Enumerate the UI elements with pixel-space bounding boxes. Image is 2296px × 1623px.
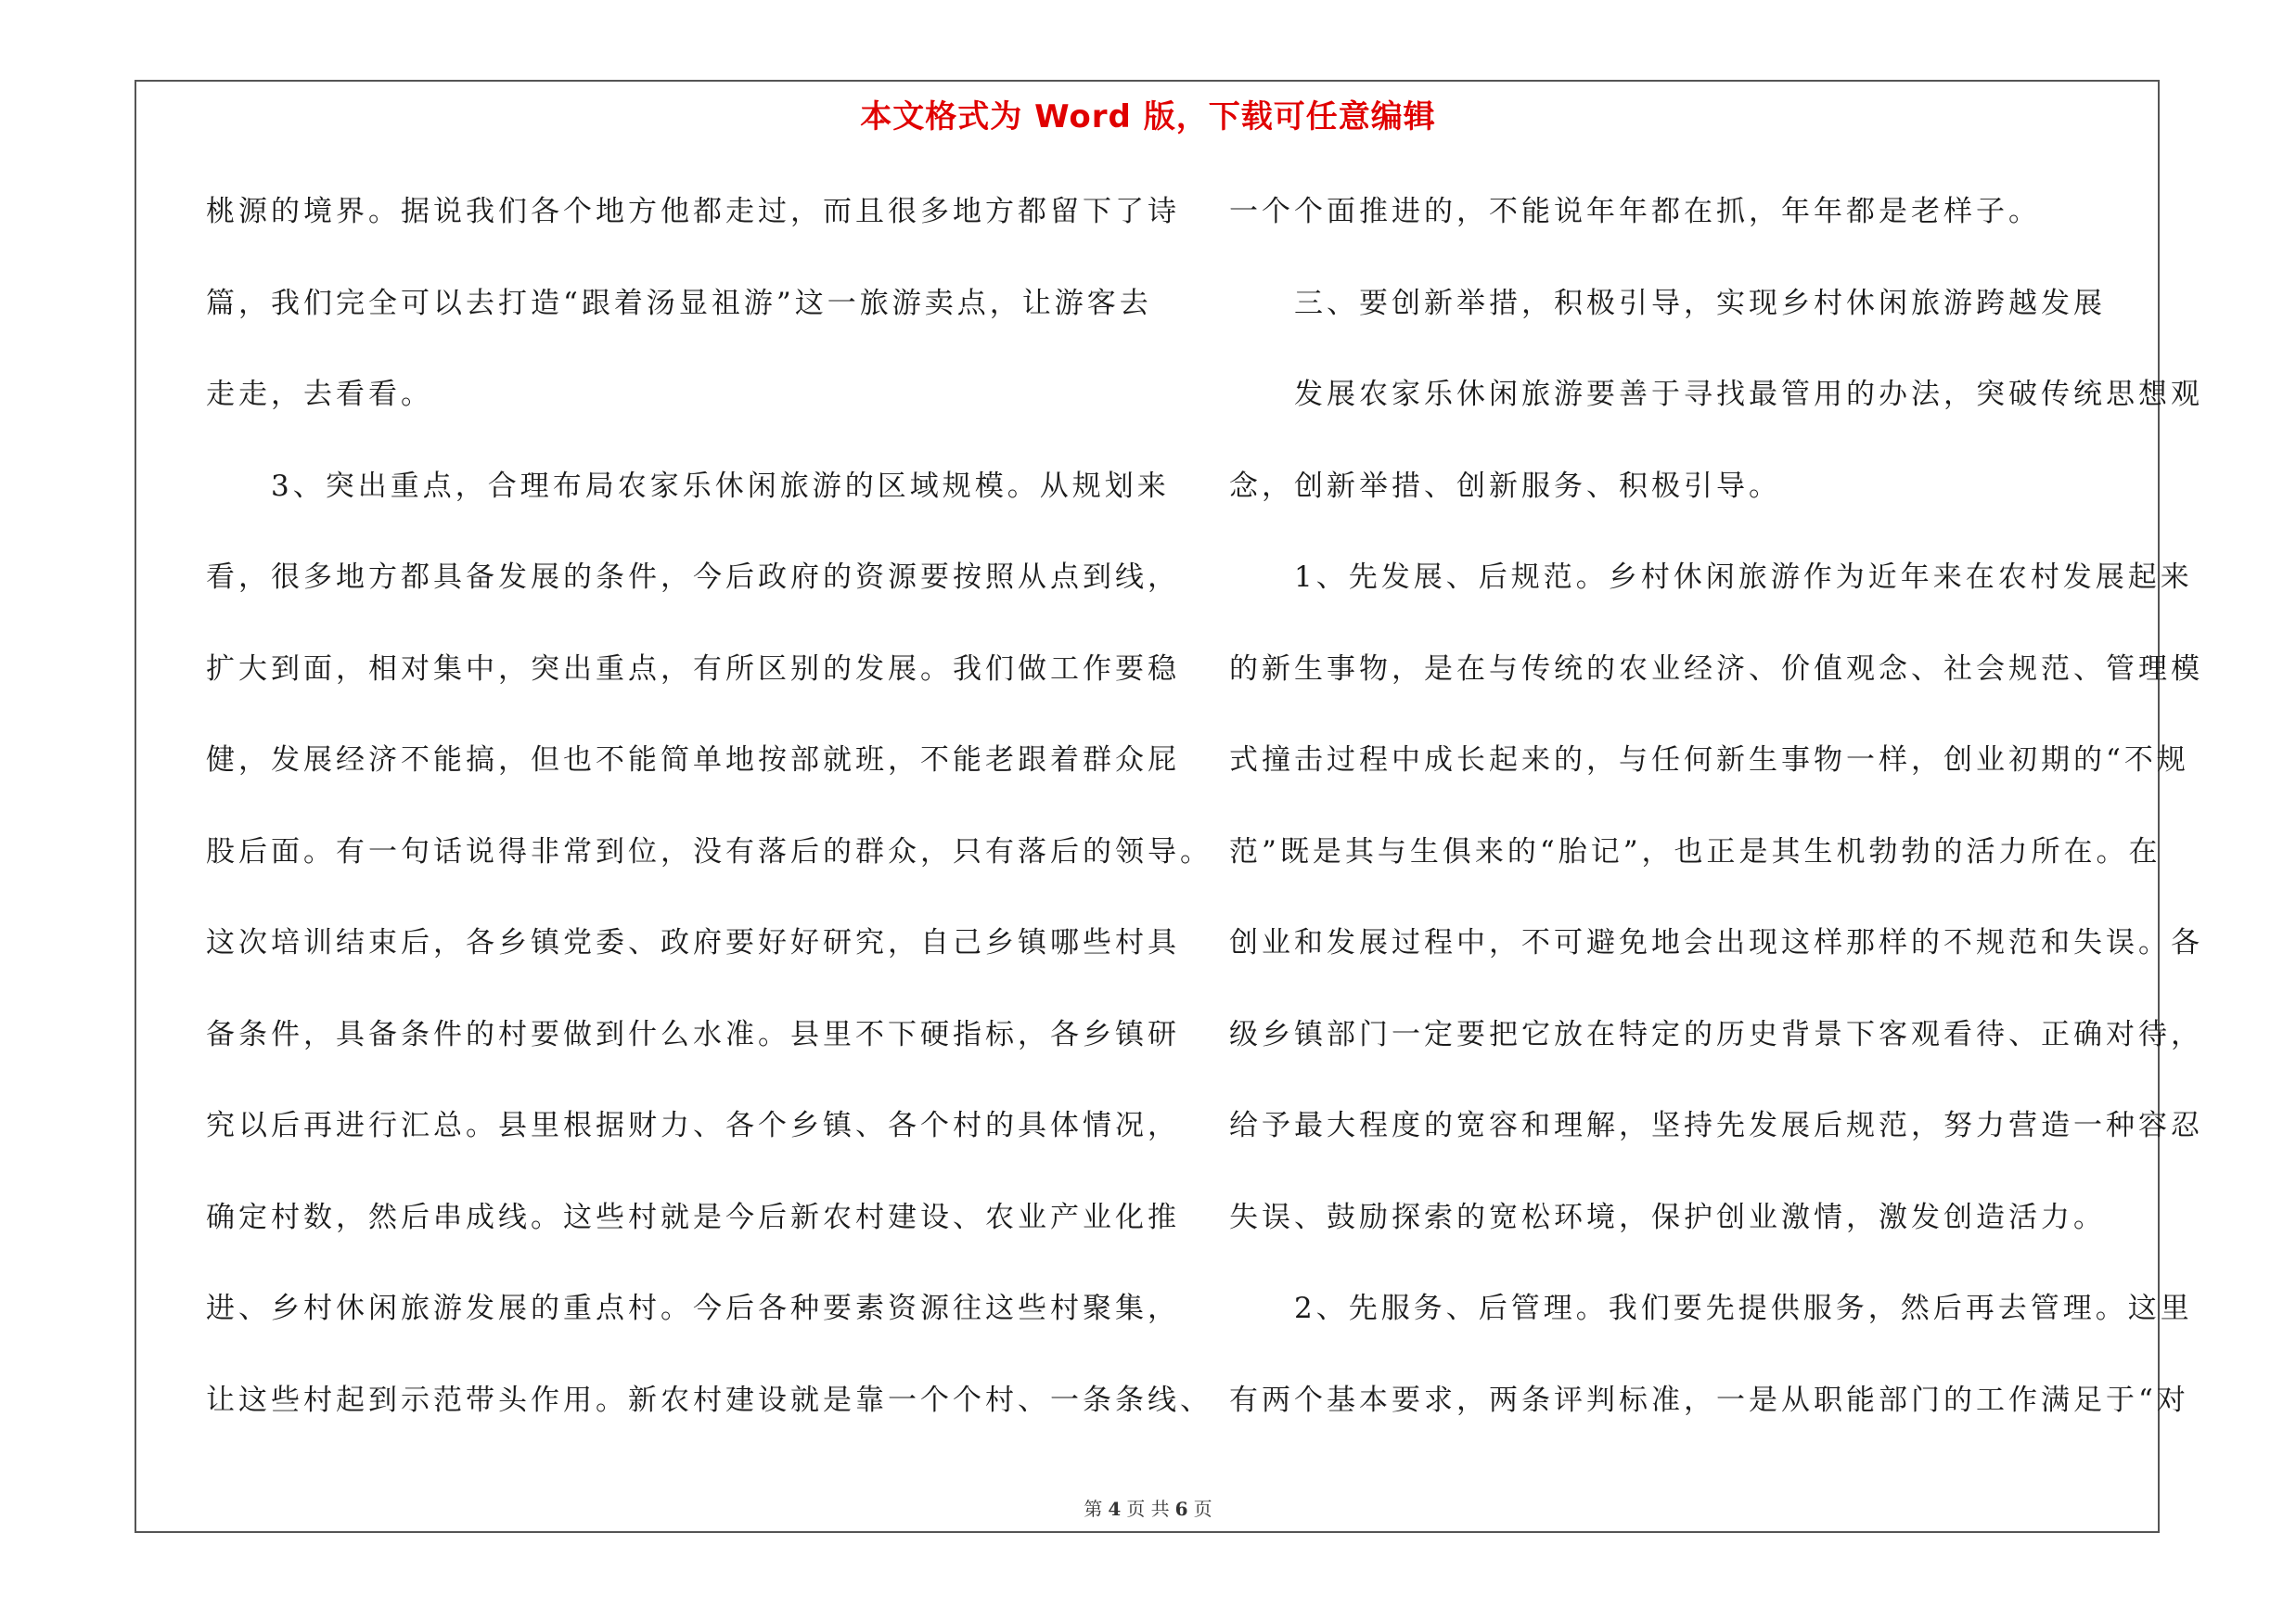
text-line: 发展农家乐休闲旅游要善于寻找最管用的办法，突破传统思想观 [1229, 378, 2203, 411]
text-line: 看，很多地方都具备发展的条件，今后政府的资源要按照从点到线， [206, 560, 1180, 594]
page-suffix: 页 [1193, 1498, 1212, 1520]
text-line: 级乡镇部门一定要把它放在特定的历史背景下客观看待、正确对待， [1229, 1017, 2203, 1051]
left-text-column [206, 182, 1212, 1462]
text-line: 的新生事物，是在与传统的农业经济、价值观念、社会规范、管理模 [1229, 651, 2203, 686]
text-line: 2、先服务、后管理。我们要先提供服务，然后再去管理。这里 [1229, 1292, 2193, 1325]
text-line: 给予最大程度的宽容和理解，坚持先发展后规范，努力营造一种容忍 [1229, 1109, 2203, 1142]
text-line: 式撞击过程中成长起来的，与任何新生事物一样，创业初期的“不规 [1229, 743, 2189, 777]
text-line: 失误、鼓励探索的宽松环境，保护创业激情，激发创造活力。 [1229, 1200, 2106, 1234]
right-text-column [1229, 182, 2203, 1462]
text-line: 1、先发展、后规范。乡村休闲旅游作为近年来在农村发展起来 [1229, 560, 2193, 594]
text-line: 这次培训结束后，各乡镇党委、政府要好好研究，自己乡镇哪些村具 [206, 926, 1180, 960]
page-prefix: 第 [1084, 1498, 1103, 1520]
text-line: 进、乡村休闲旅游发展的重点村。今后各种要素资源往这些村聚集， [206, 1292, 1180, 1325]
text-line: 3、突出重点，合理布局农家乐休闲旅游的区域规模。从规划来 [206, 469, 1170, 503]
text-line: 范”既是其与生俱来的“胎记”，也正是其生机勃勃的活力所在。在 [1229, 834, 2161, 869]
text-line: 创业和发展过程中，不可避免地会出现这样那样的不规范和失误。各 [1229, 926, 2203, 960]
text-line: 备条件，具备条件的村要做到什么水准。县里不下硬指标，各乡镇研 [206, 1017, 1180, 1051]
text-line: 一个个面推进的，不能说年年都在抓，年年都是老样子。 [1229, 195, 2041, 228]
text-line: 让这些村起到示范带头作用。新农村建设就是靠一个个村、一条条线、 [206, 1383, 1212, 1417]
text-line: 确定村数，然后串成线。这些村就是今后新农村建设、农业产业化推 [206, 1200, 1180, 1234]
text-line: 健，发展经济不能搞，但也不能简单地按部就班，不能老跟着群众屁 [206, 743, 1180, 777]
page-middle: 页 共 [1126, 1498, 1170, 1520]
text-line: 有两个基本要求，两条评判标准，一是从职能部门的工作满足于“对 [1229, 1383, 2189, 1417]
text-line: 桃源的境界。据说我们各个地方他都走过，而且很多地方都留下了诗 [206, 195, 1180, 228]
current-page-number: 4 [1108, 1498, 1122, 1520]
editable-notice-banner: 本文格式为 Word 版，下载可任意编辑 [860, 98, 1436, 135]
text-line: 究以后再进行汇总。县里根据财力、各个乡镇、各个村的具体情况， [206, 1109, 1180, 1142]
section-heading: 三、要创新举措，积极引导，实现乡村休闲旅游跨越发展 [1229, 286, 2106, 320]
text-line: 股后面。有一句话说得非常到位，没有落后的群众，只有落后的领导。 [206, 834, 1212, 869]
page-number-footer [0, 1494, 2296, 1521]
text-line: 走走，去看看。 [206, 378, 433, 411]
text-line: 念，创新举措、创新服务、积极引导。 [1229, 469, 1781, 503]
text-line: 篇，我们完全可以去打造“跟着汤显祖游”这一旅游卖点，让游客去 [206, 286, 1152, 320]
total-page-count: 6 [1174, 1498, 1188, 1520]
text-line: 扩大到面，相对集中，突出重点，有所区别的发展。我们做工作要稳 [206, 651, 1180, 686]
